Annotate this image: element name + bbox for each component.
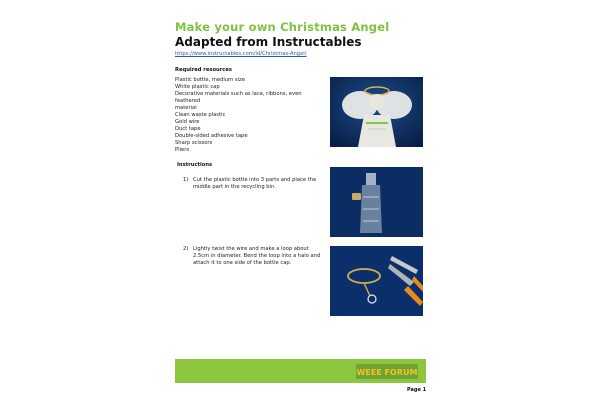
step-text: Cut the plastic bottle into 3 parts and place the middle part in the recycling bin.: [193, 177, 317, 191]
list-item: Decorative materials such as lace, ribbons, even feathered: [175, 91, 302, 105]
bottle-illustration: [330, 167, 423, 237]
list-item: Clean waste plastic: [175, 112, 226, 119]
instruction-step-2: [183, 246, 323, 268]
list-item: Gold wire: [175, 119, 200, 126]
step-number: 2): [183, 246, 189, 252]
svg-text:WEEE FORUM: WEEE FORUM: [356, 368, 418, 377]
angel-illustration: [330, 77, 423, 147]
list-item: Duct tape: [175, 126, 201, 133]
page-subtitle: Adapted from Instructables: [175, 35, 362, 49]
list-item: White plastic cap: [175, 84, 220, 91]
source-link[interactable]: https://www.instructables.com/id/Christmas-Angel/: [175, 51, 307, 57]
weee-forum-logo: [356, 364, 418, 379]
list-item: Sharp scissors: [175, 140, 213, 147]
instruction-step-1: [183, 177, 323, 191]
step-number: 1): [183, 177, 189, 183]
page-number: Page 1: [407, 387, 427, 393]
wire-halo-pliers-photo: [330, 246, 423, 316]
list-item: Plastic bottle, medium size: [175, 77, 245, 83]
cut-bottle-photo: [330, 167, 423, 237]
resources-list: [175, 77, 325, 155]
finished-angel-photo: [330, 77, 423, 147]
logo-mark: [356, 364, 418, 379]
list-item: Pliers: [175, 147, 190, 154]
list-item: material: [175, 105, 197, 112]
list-item: Double-sided adhesive tape: [175, 133, 248, 140]
page-title: Make your own Christmas Angel: [175, 20, 390, 34]
instructions-heading: Instructions: [177, 162, 213, 168]
halo-illustration: [330, 246, 423, 316]
step-text: Lightly twist the wire and make a loop about 2.5cm in diameter. Bend the loop into a halo and attach it to one side of the bottle cap.: [193, 246, 321, 267]
resources-heading: Required resources: [175, 67, 232, 73]
